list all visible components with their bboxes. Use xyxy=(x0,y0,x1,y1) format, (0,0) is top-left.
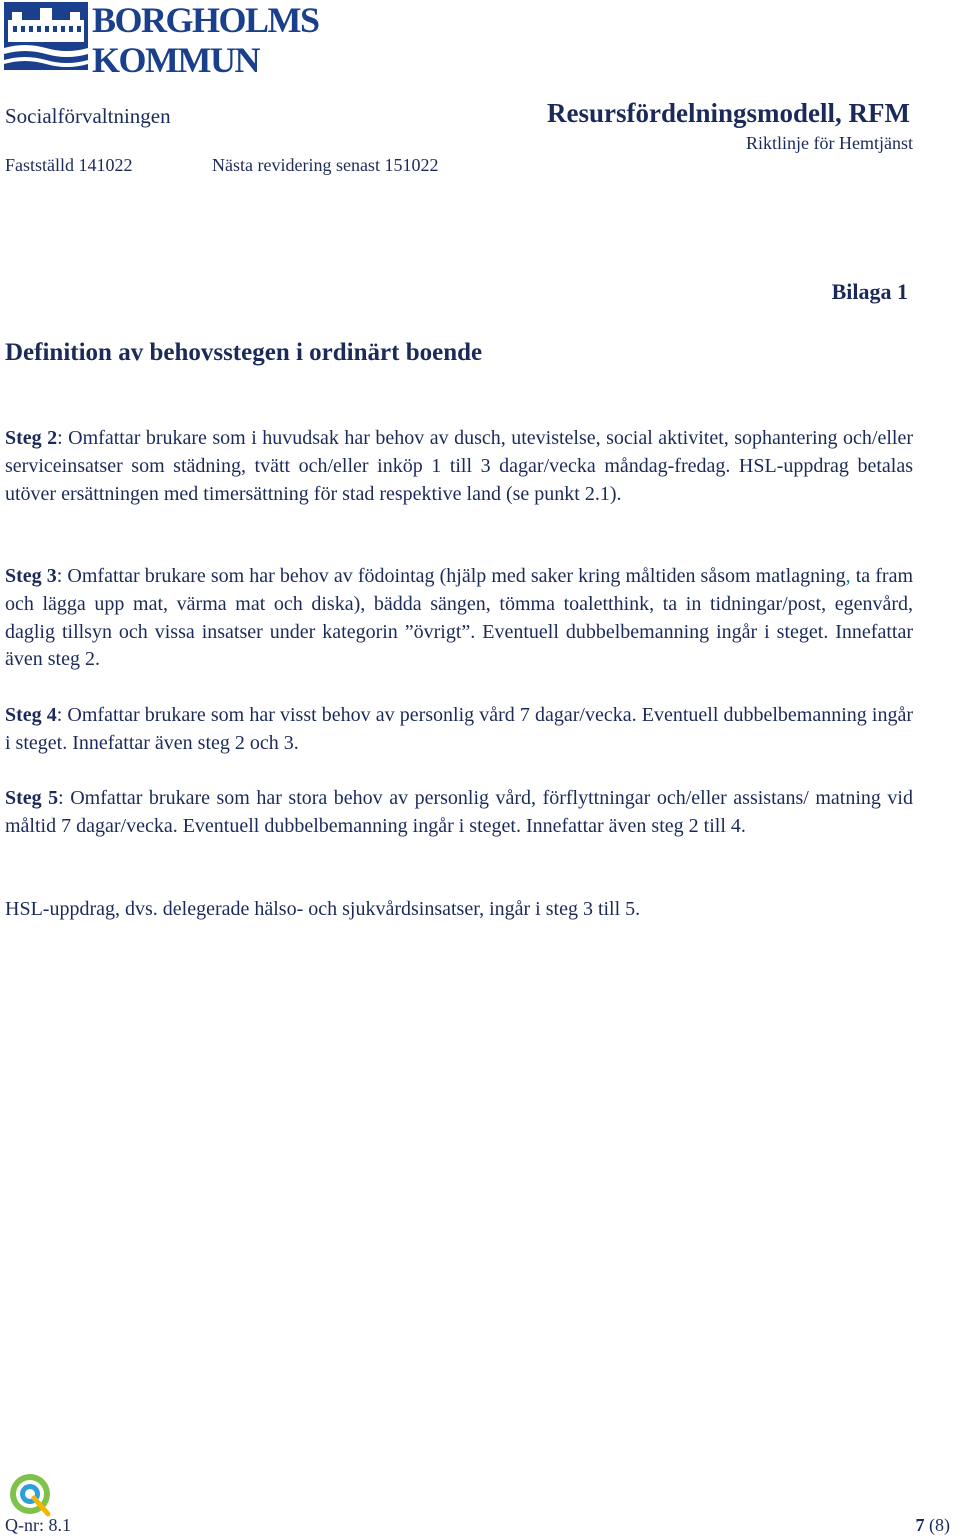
current-page: 7 xyxy=(915,1515,925,1535)
step-text-comma: , xyxy=(845,565,851,587)
department-name: Socialförvaltningen xyxy=(5,104,171,128)
page-heading: Definition av behovsstegen i ordinärt boende xyxy=(5,339,483,366)
quality-number: Q-nr: 8.1 xyxy=(5,1515,71,1535)
step-3-paragraph xyxy=(5,563,913,674)
document-subtitle: Riktlinje för Hemtjänst xyxy=(746,133,913,153)
step-label: Steg 5 xyxy=(5,787,59,809)
step-label: Steg 4 xyxy=(5,704,57,726)
step-text: : Omfattar brukare som har stora behov av personlig vård, förflyttningar och/eller assistans/ matning vid måltid 7 dagar/vecka. Eventuell dubbelbemanning ingår i steget. Innefattar även steg 2 till 4. xyxy=(5,787,913,837)
total-pages: (8) xyxy=(929,1515,950,1535)
logo-text-line2: KOMMUN xyxy=(92,40,259,80)
hsl-note: HSL-uppdrag, dvs. delegerade hälso- och sjukvårdsinsatser, ingår i steg 3 till 5. xyxy=(5,898,641,920)
step-2-paragraph xyxy=(5,425,913,508)
step-label: Steg 3 xyxy=(5,565,57,587)
document-title: Resursfördelningsmodell, RFM xyxy=(547,98,910,128)
step-text: : Omfattar brukare som har visst behov av personlig vård 7 dagar/vecka. Eventuell dubbelbemanning ingår i steget. Innefattar även steg 2 och 3. xyxy=(5,704,913,754)
step-text: : Omfattar brukare som har behov av födointag (hjälp med saker kring måltiden såsom matlagning xyxy=(56,565,846,587)
step-5-paragraph xyxy=(5,785,913,841)
step-text: ta fram och lägga upp mat, värma mat och diska), bädda sängen, tömma toaletthink, ta in tidningar/post, egenvård, daglig tillsyn och vissa insatser under kategorin ”övrigt”. Eventuell dubbelbemanning ingår i steget. Innefattar även steg 2. xyxy=(5,565,913,671)
appendix-label: Bilaga 1 xyxy=(831,279,908,304)
established-date: Fastställd 141022 xyxy=(5,155,133,175)
step-4-paragraph xyxy=(5,702,913,758)
step-text: : Omfattar brukare som i huvudsak har behov av dusch, utevistelse, social aktivitet, sophantering och/eller serviceinsatser som städning, tvätt och/eller inköp 1 till 3 dagar/vecka måndag-fredag. HSL-uppdrag betalas utöver ersättningen med timersättning för stad respektive land (se punkt 2.1). xyxy=(5,427,913,505)
municipality-crest-logo xyxy=(4,2,88,70)
next-revision-date: Nästa revidering senast 151022 xyxy=(212,155,439,175)
page-number xyxy=(916,1515,951,1536)
quality-logo-icon xyxy=(8,1472,54,1518)
logo-text-line1: BORGHOLMS xyxy=(92,0,319,40)
step-label: Steg 2 xyxy=(5,427,58,449)
